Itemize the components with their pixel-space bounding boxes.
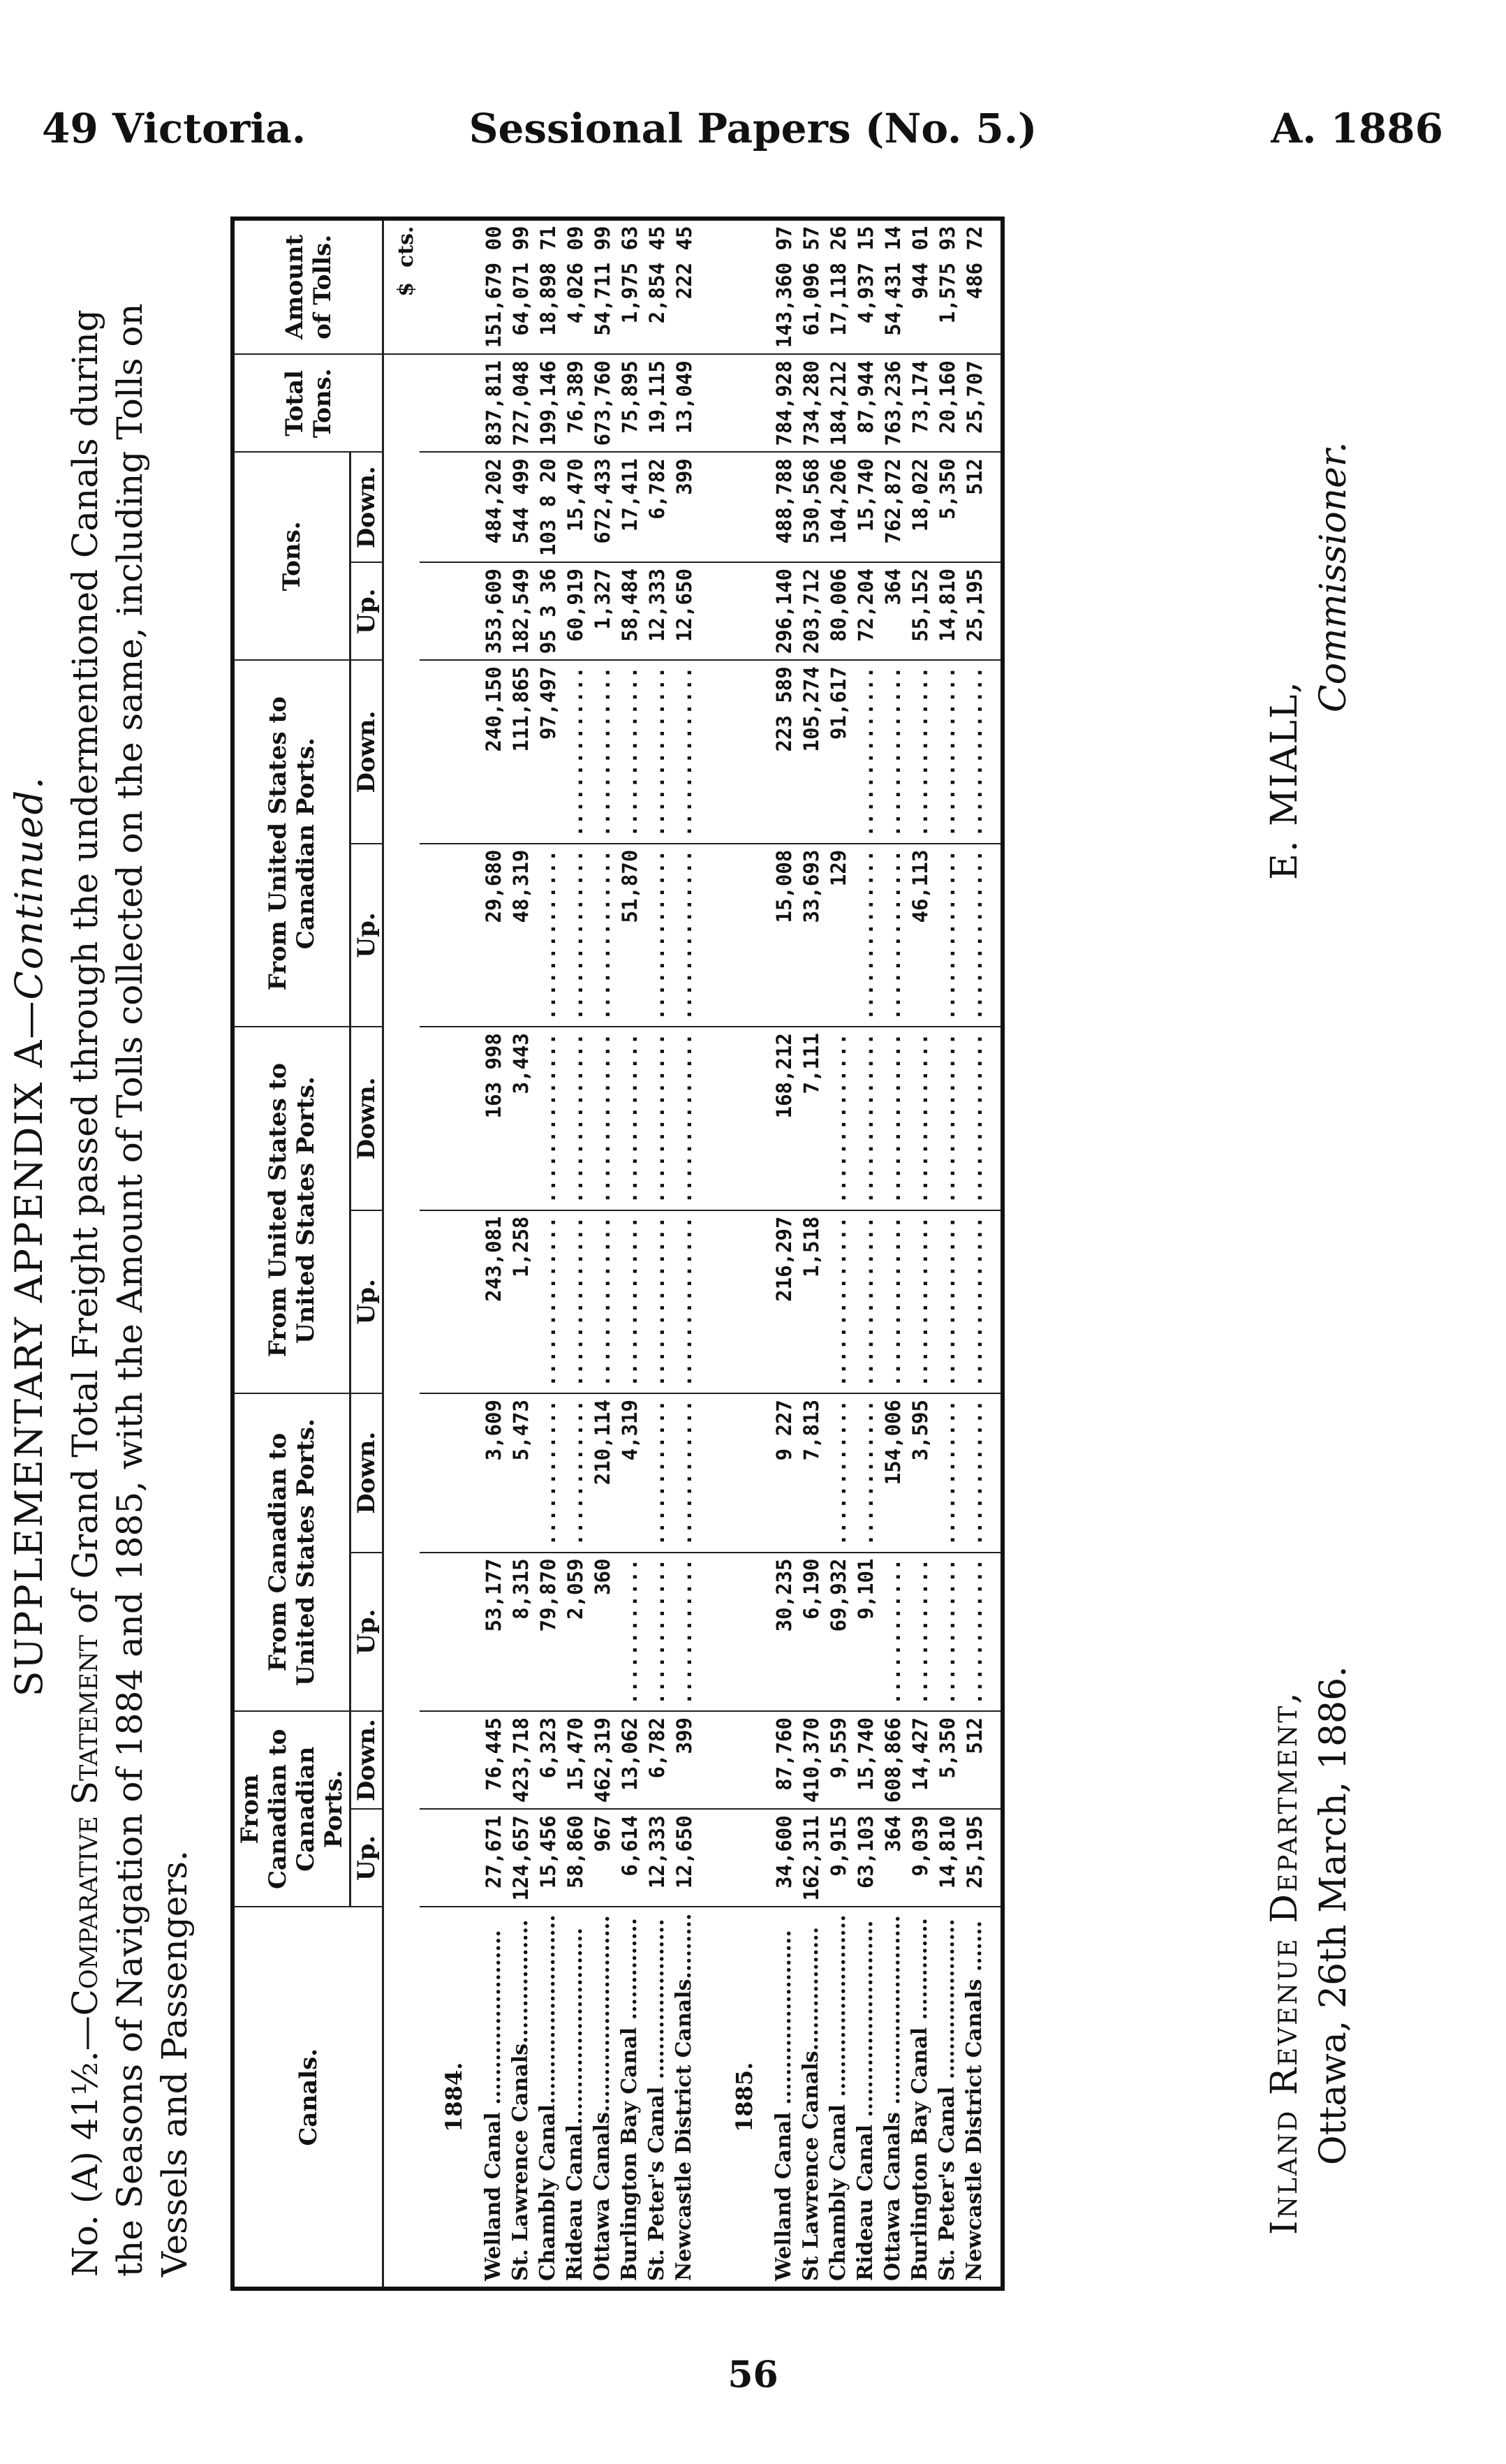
canal-name: Ottawa Canals .......................... — [879, 1907, 906, 2289]
cell-uc-down: 111,865 — [507, 660, 534, 843]
statement-caption — [63, 251, 197, 2277]
cell-cu-down: ............ — [852, 1393, 879, 1553]
cell-tolls: 17,118 26 — [825, 219, 852, 355]
table-row — [797, 219, 825, 2289]
cell-uu-up: .............. — [906, 1210, 933, 1393]
cell-t-up: 60,919 — [561, 562, 589, 660]
table-row — [589, 219, 616, 2289]
col-up: Up. — [350, 1553, 383, 1712]
cell-t-up: 58,484 — [616, 562, 643, 660]
col-up: Up. — [350, 562, 383, 660]
cell-uc-down: .............. — [933, 660, 961, 843]
canal-name: Welland Canal ........................ — [770, 1907, 797, 2289]
canal-name: Chambly Canal.......................... — [534, 1907, 561, 2289]
cell-uu-down: .............. — [933, 1027, 961, 1210]
cell-total: 184,212 — [825, 354, 852, 452]
header-center: Sessional Papers (No. 5.) — [468, 105, 1038, 152]
cell-cu-up: ............ — [933, 1553, 961, 1712]
cell-cu-up: ............ — [670, 1553, 710, 1712]
canal-name: St. Peter's Canal ...................... — [643, 1907, 670, 2289]
cell-t-down: 530,568 — [797, 452, 825, 562]
cell-t-down: 15,470 — [561, 452, 589, 562]
cell-cc-up: 364 — [879, 1809, 906, 1907]
table-row — [534, 219, 561, 2289]
canal-name: Rideau Canal ........................... — [852, 1907, 879, 2289]
cell-t-up: 14,810 — [933, 562, 961, 660]
cell-cu-down: ............ — [670, 1393, 710, 1553]
cell-t-down: 512 — [961, 452, 1003, 562]
cell-total: 837,811 — [480, 354, 507, 452]
cell-uc-down: 223 589 — [770, 660, 797, 843]
col-down: Down. — [350, 1393, 383, 1553]
cell-uc-down: 91,617 — [825, 660, 852, 843]
cell-total: 25,707 — [961, 354, 1003, 452]
cell-uc-down: .............. — [643, 660, 670, 843]
cell-t-up: 72,204 — [852, 562, 879, 660]
cell-cu-down: ............ — [643, 1393, 670, 1553]
cell-uu-down: .............. — [961, 1027, 1003, 1210]
cell-tolls: 1,575 93 — [933, 219, 961, 355]
cell-uc-up: .............. — [670, 844, 710, 1027]
cell-uu-up: 243,081 — [480, 1210, 507, 1393]
cell-tolls: 2,854 45 — [643, 219, 670, 355]
cell-total: 75,895 — [616, 354, 643, 452]
cell-uu-down: 7,111 — [797, 1027, 825, 1210]
cell-t-down: 484,202 — [480, 452, 507, 562]
cell-cu-down: ............ — [561, 1393, 589, 1553]
canal-name: Burlington Bay Canal .............. — [616, 1907, 643, 2289]
cell-cc-down: 512 — [961, 1711, 1003, 1809]
col-group-us-us: From United States to United States Ports. — [232, 1027, 350, 1393]
cell-uc-up: 46,113 — [906, 844, 933, 1027]
cell-uc-down: .............. — [879, 660, 906, 843]
canal-name: Newcastle District Canals ....... — [961, 1907, 1003, 2289]
cell-t-up: 12,333 — [643, 562, 670, 660]
cell-tolls: 4,937 15 — [852, 219, 879, 355]
cell-cc-down: 15,470 — [561, 1711, 589, 1809]
cell-tolls: 944 01 — [906, 219, 933, 355]
canal-name: Newcastle District Canals......... — [670, 1907, 710, 2289]
table-row — [480, 219, 507, 2289]
cell-uu-down: .............. — [561, 1027, 589, 1210]
cell-cc-up: 967 — [589, 1809, 616, 1907]
cell-uu-down: .............. — [589, 1027, 616, 1210]
unit-row — [383, 219, 420, 2289]
caption-number: No. (A) 41½.— — [65, 2016, 105, 2277]
cell-t-down: 399 — [670, 452, 710, 562]
cell-cu-up: 2,059 — [561, 1553, 589, 1712]
cell-uu-up: 216,297 — [770, 1210, 797, 1393]
cell-cu-down: ............ — [961, 1393, 1003, 1553]
cell-cc-down: 6,323 — [534, 1711, 561, 1809]
cell-uc-down: .............. — [961, 660, 1003, 843]
cell-cc-up: 9,915 — [825, 1809, 852, 1907]
col-up: Up. — [350, 1809, 383, 1907]
cell-t-down: 5,350 — [933, 452, 961, 562]
table-body — [383, 219, 1003, 2289]
cell-uc-up: .............. — [643, 844, 670, 1027]
cell-uc-down: 105,274 — [797, 660, 825, 843]
cell-total: 73,174 — [906, 354, 933, 452]
cell-cu-up: ............ — [879, 1553, 906, 1712]
table-row — [933, 219, 961, 2289]
table-row — [670, 219, 710, 2289]
col-canals: Canals. — [232, 1907, 383, 2289]
cell-tolls: 54,431 14 — [879, 219, 906, 355]
cell-cc-up: 162,311 — [797, 1809, 825, 1907]
cell-t-up: 182,549 — [507, 562, 534, 660]
page-number: 56 — [728, 2354, 778, 2396]
table-row — [507, 219, 534, 2289]
caption-text: of Grand Total Freight passed through the undermentioned Canals during the Seasons of Navigation of 1884 and 1885, with the Amount of Tolls collected on the same, including Tolls on Vessels and Passengers. — [65, 303, 195, 2277]
unit-dollar: $ — [394, 281, 418, 297]
cell-t-down: 15,740 — [852, 452, 879, 562]
cell-cc-down: 462,319 — [589, 1711, 616, 1809]
cell-uc-down: .............. — [561, 660, 589, 843]
cell-cc-up: 6,614 — [616, 1809, 643, 1907]
cell-uu-up: .............. — [616, 1210, 643, 1393]
cell-uu-up: .............. — [561, 1210, 589, 1393]
appendix-title-continued: Continued. — [7, 775, 51, 1000]
cell-uc-down: .............. — [906, 660, 933, 843]
table-row — [616, 219, 643, 2289]
cell-cu-down: ............ — [534, 1393, 561, 1553]
cell-uu-down: .............. — [616, 1027, 643, 1210]
cell-uu-up: .............. — [825, 1210, 852, 1393]
cell-cc-down: 410,370 — [797, 1711, 825, 1809]
cell-total: 763,236 — [879, 354, 906, 452]
table-row — [561, 219, 589, 2289]
col-down: Down. — [350, 660, 383, 843]
date-text: Ottawa, 26th March, 1886. — [1313, 1666, 1354, 2165]
cell-uc-down: .............. — [589, 660, 616, 843]
signature-date — [1313, 1666, 1354, 2165]
cell-tolls: 4,026 09 — [561, 219, 589, 355]
col-down: Down. — [350, 452, 383, 562]
cell-uc-up: .............. — [534, 844, 561, 1027]
signature-name: E. MIALL, — [1264, 680, 1306, 880]
canal-name: Ottawa Canals........................... — [589, 1907, 616, 2289]
cell-uc-down: 240,150 — [480, 660, 507, 843]
cell-cc-up: 14,810 — [933, 1809, 961, 1907]
cell-cc-down: 5,350 — [933, 1711, 961, 1809]
col-down: Down. — [350, 1711, 383, 1809]
cell-cu-up: 360 — [589, 1553, 616, 1712]
cell-uu-down: .............. — [825, 1027, 852, 1210]
cell-cc-down: 9,559 — [825, 1711, 852, 1809]
cell-tolls: 61,096 57 — [797, 219, 825, 355]
caption-heading: Comparative Statement — [65, 1634, 105, 2016]
rotated-page — [0, 196, 1396, 2305]
canal-name: St. Peter's Canal ...................... — [933, 1907, 961, 2289]
cell-tolls: 64,071 99 — [507, 219, 534, 355]
cell-t-down: 672,433 — [589, 452, 616, 562]
cell-cc-down: 608,866 — [879, 1711, 906, 1809]
cell-tolls: 151,679 00 — [480, 219, 507, 355]
cell-total: 784,928 — [770, 354, 797, 452]
col-group-canadian-canadian: From Canadian to Canadian Ports. — [232, 1711, 350, 1907]
cell-t-up: 364 — [879, 562, 906, 660]
cell-uc-up: .............. — [589, 844, 616, 1027]
signature-title: Commissioner. — [1313, 441, 1354, 712]
cell-uc-up: .............. — [852, 844, 879, 1027]
cell-total: 734,280 — [797, 354, 825, 452]
cell-total: 19,115 — [643, 354, 670, 452]
cell-cu-down: 7,813 — [797, 1393, 825, 1553]
cell-uu-down: .............. — [643, 1027, 670, 1210]
cell-cu-down: 4,319 — [616, 1393, 643, 1553]
signature-department — [1264, 1690, 1306, 2235]
appendix-title-main: SUPPLEMENTARY APPENDIX A— — [7, 999, 51, 1697]
cell-cc-up: 124,657 — [507, 1809, 534, 1907]
col-up: Up. — [350, 844, 383, 1027]
cell-cc-down: 399 — [670, 1711, 710, 1809]
cell-cu-down: ............ — [825, 1393, 852, 1553]
year-label: 1885. — [710, 1907, 770, 2289]
cell-cc-up: 12,333 — [643, 1809, 670, 1907]
cell-uu-up: 1,518 — [797, 1210, 825, 1393]
canal-name: Chambly Canal ......................... — [825, 1907, 852, 2289]
cell-uc-up: .............. — [933, 844, 961, 1027]
cell-uu-down: 3,443 — [507, 1027, 534, 1210]
cell-cu-up: 79,870 — [534, 1553, 561, 1712]
unit-cts: cts. — [394, 226, 418, 268]
cell-total: 20,160 — [933, 354, 961, 452]
cell-cc-down: 13,062 — [616, 1711, 643, 1809]
cell-cc-down: 423,718 — [507, 1711, 534, 1809]
cell-uc-down: .............. — [616, 660, 643, 843]
cell-total: 673,760 — [589, 354, 616, 452]
cell-cc-up: 12,650 — [670, 1809, 710, 1907]
cell-cc-down: 14,427 — [906, 1711, 933, 1809]
cell-t-down: 544 499 — [507, 452, 534, 562]
cell-cu-down: 210,114 — [589, 1393, 616, 1553]
cell-uc-up: 15,008 — [770, 844, 797, 1027]
col-amount-of-tolls: Amount of Tolls. — [232, 219, 383, 355]
cell-t-down: 762,872 — [879, 452, 906, 562]
cell-t-up: 296,140 — [770, 562, 797, 660]
cell-cu-up: 6,190 — [797, 1553, 825, 1712]
table-row — [852, 219, 879, 2289]
cell-cu-up: ............ — [906, 1553, 933, 1712]
cell-cu-up: 30,235 — [770, 1553, 797, 1712]
table-row — [825, 219, 852, 2289]
cell-cu-down: 9 227 — [770, 1393, 797, 1553]
department-text: Inland Revenue Department, — [1264, 1690, 1306, 2235]
cell-cc-down: 87,760 — [770, 1711, 797, 1809]
col-down: Down. — [350, 1027, 383, 1210]
cell-uu-down: .............. — [670, 1027, 710, 1210]
cell-t-up: 80,006 — [825, 562, 852, 660]
cell-uu-up: .............. — [852, 1210, 879, 1393]
cell-uc-up: 29,680 — [480, 844, 507, 1027]
cell-total: 13,049 — [670, 354, 710, 452]
cell-t-up: 12,650 — [670, 562, 710, 660]
cell-cc-up: 63,103 — [852, 1809, 879, 1907]
cell-uu-up: .............. — [534, 1210, 561, 1393]
cell-cu-up: ............ — [961, 1553, 1003, 1712]
cell-t-down: 18,022 — [906, 452, 933, 562]
cell-t-down: 17,411 — [616, 452, 643, 562]
cell-total: 87,944 — [852, 354, 879, 452]
cell-uc-up: 129 — [825, 844, 852, 1027]
cell-cu-up: 53,177 — [480, 1553, 507, 1712]
cell-cu-up: 8,315 — [507, 1553, 534, 1712]
cell-uc-up: 48,319 — [507, 844, 534, 1027]
col-group-canadian-us: From Canadian to United States Ports. — [232, 1393, 350, 1711]
cell-tolls: 143,360 97 — [770, 219, 797, 355]
cell-uu-down: .............. — [879, 1027, 906, 1210]
cell-uc-up: 33,693 — [797, 844, 825, 1027]
cell-t-down: 104,206 — [825, 452, 852, 562]
cell-cu-down: ............ — [933, 1393, 961, 1553]
year-row — [710, 219, 770, 2289]
appendix-title — [7, 196, 51, 2277]
cell-t-up: 55,152 — [906, 562, 933, 660]
header-right: A. 1886 — [1271, 105, 1443, 152]
cell-uu-up: .............. — [670, 1210, 710, 1393]
cell-cc-up: 15,456 — [534, 1809, 561, 1907]
cell-t-down: 6,782 — [643, 452, 670, 562]
cell-uu-up: .............. — [589, 1210, 616, 1393]
cell-cu-up: ............ — [643, 1553, 670, 1712]
canal-name: Welland Canal ........................ — [480, 1907, 507, 2289]
cell-cu-up: ............ — [616, 1553, 643, 1712]
cell-cu-down: 154,006 — [879, 1393, 906, 1553]
table-row — [770, 219, 797, 2289]
cell-cc-up: 9,039 — [906, 1809, 933, 1907]
year-row — [420, 219, 480, 2289]
cell-cc-up: 25,195 — [961, 1809, 1003, 1907]
cell-cc-down: 76,445 — [480, 1711, 507, 1809]
cell-uc-up: 51,870 — [616, 844, 643, 1027]
cell-cu-up: 69,932 — [825, 1553, 852, 1712]
cell-tolls: 1,975 63 — [616, 219, 643, 355]
canal-name: St Lawrence Canals................. — [797, 1907, 825, 2289]
cell-cc-up: 34,600 — [770, 1809, 797, 1907]
cell-t-down: 488,788 — [770, 452, 797, 562]
year-label: 1884. — [420, 1907, 480, 2289]
cell-t-up: 95 3 36 — [534, 562, 561, 660]
col-total-tons: Total Tons. — [232, 354, 383, 452]
cell-tolls: 486 72 — [961, 219, 1003, 355]
cell-uu-down: .............. — [906, 1027, 933, 1210]
cell-uc-up: .............. — [561, 844, 589, 1027]
freight-table — [230, 217, 1005, 2291]
cell-total: 199,146 — [534, 354, 561, 452]
canal-name: St. Lawrence Canals................. — [507, 1907, 534, 2289]
cell-cc-down: 6,782 — [643, 1711, 670, 1809]
cell-tolls: 54,711 99 — [589, 219, 616, 355]
cell-uu-up: .............. — [933, 1210, 961, 1393]
canal-name: Burlington Bay Canal .............. — [906, 1907, 933, 2289]
cell-t-up: 203,712 — [797, 562, 825, 660]
cell-t-up: 25,195 — [961, 562, 1003, 660]
header-left: 49 Victoria. — [42, 105, 307, 152]
cell-cu-down: 3,595 — [906, 1393, 933, 1553]
table-row — [879, 219, 906, 2289]
table-row — [643, 219, 670, 2289]
cell-t-down: 103 8 20 — [534, 452, 561, 562]
cell-tolls: 222 45 — [670, 219, 710, 355]
cell-uu-up: 1,258 — [507, 1210, 534, 1393]
cell-tolls: 18,898 71 — [534, 219, 561, 355]
cell-cu-down: 3,609 — [480, 1393, 507, 1553]
cell-uu-down: 163 998 — [480, 1027, 507, 1210]
table-row — [906, 219, 933, 2289]
cell-uu-up: .............. — [879, 1210, 906, 1393]
col-up: Up. — [350, 1210, 383, 1393]
cell-cu-up: 9,101 — [852, 1553, 879, 1712]
cell-t-up: 353,609 — [480, 562, 507, 660]
cell-total: 727,048 — [507, 354, 534, 452]
cell-uc-down: 97,497 — [534, 660, 561, 843]
cell-uu-down: .............. — [852, 1027, 879, 1210]
cell-uc-down: .............. — [852, 660, 879, 843]
col-group-us-canadian: From United States to Canadian Ports. — [232, 660, 350, 1027]
cell-uc-up: .............. — [879, 844, 906, 1027]
table-row — [961, 219, 1003, 2289]
cell-uc-up: .............. — [961, 844, 1003, 1027]
cell-uu-down: 168,212 — [770, 1027, 797, 1210]
cell-uu-down: .............. — [534, 1027, 561, 1210]
cell-t-up: 1,327 — [589, 562, 616, 660]
cell-cc-up: 27,671 — [480, 1809, 507, 1907]
canal-name: Rideau Canal........................... — [561, 1907, 589, 2289]
cell-uc-down: .............. — [670, 660, 710, 843]
cell-cu-down: 5,473 — [507, 1393, 534, 1553]
cell-uu-up: .............. — [961, 1210, 1003, 1393]
cell-cc-down: 15,740 — [852, 1711, 879, 1809]
cell-total: 76,389 — [561, 354, 589, 452]
cell-cc-up: 58,860 — [561, 1809, 589, 1907]
cell-uu-up: .............. — [643, 1210, 670, 1393]
col-group-tons: Tons. — [232, 452, 350, 660]
